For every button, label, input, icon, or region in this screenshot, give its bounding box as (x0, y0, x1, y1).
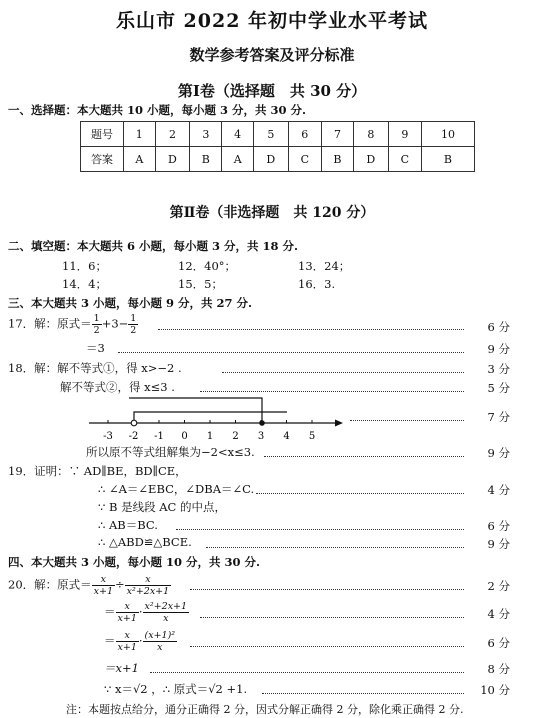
fraction: $\frac{\text{(x+1)²}}{x}$ (144, 630, 176, 653)
q20-line4: ＝x+1 (104, 661, 139, 675)
fill-answer-13: 13．24； (298, 259, 351, 273)
q17-middle: +3− (101, 316, 129, 331)
fraction: $\frac{x}{\text{x²+2x+1}}$ (126, 574, 170, 597)
open-circle-point (131, 420, 137, 426)
part1-title: 第Ⅰ卷（选择题 共 30 分） (177, 82, 367, 100)
q20-line1 (8, 574, 171, 597)
table-cell: 7 (321, 122, 353, 147)
answer-table (80, 121, 475, 172)
solid-point (259, 420, 265, 426)
leader-dots (200, 391, 464, 392)
leader-dots (118, 352, 464, 353)
table-cell: 3 (190, 122, 222, 147)
table-cell: C (388, 147, 421, 172)
table-cell: A (124, 147, 156, 172)
q18-line3: 所以原不等式组解集为−2<x≤3. (86, 445, 255, 459)
range-line-upper (129, 398, 262, 423)
part2-title: 第Ⅱ卷（非选择题 共 120 分） (169, 205, 375, 221)
axis-tick-label: -3 (103, 431, 113, 442)
fraction: $\frac{\text{x²+2x+1}}{x}$ (144, 601, 188, 624)
table-cell: C (288, 147, 321, 172)
section1-heading: 一、选择题：本大题共 10 小题，每小题 3 分，共 30 分. (8, 103, 307, 117)
table-cell: 2 (155, 122, 190, 147)
table-cell: 4 (222, 122, 254, 147)
table-cell: D (354, 147, 389, 172)
score-label: 5 分 (487, 381, 510, 395)
leader-dots (264, 456, 464, 457)
q19-line1: 19．证明：∵ AD∥BE，BD∥CE， (8, 464, 187, 478)
table-row (81, 147, 475, 172)
score-label: 9 分 (487, 537, 510, 551)
leader-dots (206, 547, 464, 548)
table-cell: D (253, 147, 288, 172)
score-label: 9 分 (487, 342, 510, 356)
score-label: 8 分 (487, 662, 510, 676)
fill-answer-15: 15．5； (178, 277, 223, 291)
fraction: $\frac{1}{2}$ (93, 313, 100, 336)
divide-sign: ÷ (115, 577, 125, 592)
table-cell: 8 (354, 122, 389, 147)
section2-heading: 二、填空题：本大题共 6 小题，每小题 3 分，共 18 分. (8, 239, 299, 253)
axis-tick-label: 0 (181, 431, 188, 442)
fill-answer-16: 16．3. (298, 277, 336, 291)
axis-tick-label: 5 (308, 431, 316, 442)
axis-tick-label: 3 (257, 431, 265, 442)
table-cell: 5 (253, 122, 288, 147)
table-cell: 6 (288, 122, 321, 147)
score-label: 6 分 (487, 519, 510, 533)
leader-dots (158, 329, 464, 330)
fill-answer-12: 12．40°； (178, 259, 237, 273)
axis-tick-label: -1 (154, 431, 164, 442)
section3-heading: 三、本大题共 3 小题，每小题 9 分，共 27 分. (8, 296, 253, 310)
score-label: 9 分 (487, 446, 510, 460)
axis-tick-label: 4 (283, 431, 290, 442)
axis-tick-label: 1 (206, 431, 214, 442)
leader-dots (222, 372, 464, 373)
q20-line3: ＝ $\frac{x}{x+1}$ · $\frac{\text{(x+1)²}}{x}$ (104, 630, 176, 653)
row-label-number: 题号 (81, 122, 124, 147)
axis-arrow (335, 420, 343, 427)
leader-dots (176, 529, 464, 530)
score-label: 7 分 (487, 410, 510, 424)
fill-answer-11: 11．6； (62, 259, 107, 273)
score-label: 2 分 (487, 579, 510, 593)
leader-dots (262, 693, 464, 694)
table-cell: 9 (388, 122, 421, 147)
fraction: $\frac{x}{x+1}$ (93, 574, 114, 597)
score-label: 6 分 (487, 636, 510, 650)
leader-dots (200, 617, 464, 618)
leader-dots (256, 493, 464, 494)
fraction: $\frac{1}{2}$ (130, 313, 137, 336)
grading-note: 注：本题按点给分，通分正确得 2 分，因式分解正确得 2 分，除化乘正确得 2 分. (66, 703, 464, 716)
table-cell: 10 (421, 122, 474, 147)
fraction: $\frac{x}{x+1}$ (117, 630, 137, 653)
q18-line2: 解不等式②，得 x≤3 . (60, 380, 175, 394)
score-label: 4 分 (487, 483, 510, 497)
q20-label: 20．解：原式＝ (8, 577, 92, 592)
leader-dots (150, 672, 464, 673)
q19-line5: ∴ △ABD≌△BCE. (98, 535, 192, 549)
table-cell: 1 (124, 122, 156, 147)
score-label: 10 分 (480, 683, 510, 697)
row-label-answer: 答案 (81, 147, 124, 172)
q19-line2: ∴ ∠A＝∠EBC，∠DBA＝∠C. (98, 482, 255, 496)
table-cell: B (190, 147, 222, 172)
leader-dots (350, 420, 464, 421)
leader-dots (190, 589, 464, 590)
table-cell: D (155, 147, 190, 172)
q18-line1: 18．解：解不等式①，得 x>−2 . (8, 361, 182, 375)
table-cell: A (222, 147, 254, 172)
table-cell: B (321, 147, 353, 172)
q17-line1 (8, 313, 138, 336)
score-label: 3 分 (487, 362, 510, 376)
page-subtitle: 数学参考答案及评分标准 (189, 46, 355, 64)
page-title: 乐山市 2022 年初中学业水平考试 (115, 10, 429, 32)
fraction: $\frac{x}{x+1}$ (117, 601, 137, 624)
axis-tick-label: -2 (128, 431, 139, 442)
score-label: 6 分 (487, 320, 510, 334)
q17-line2: ＝3 (86, 341, 105, 355)
q20-line2: ＝ $\frac{x}{x+1}$ · $\frac{\text{x²+2x+1}}{x}$ (104, 601, 188, 624)
fill-answer-14: 14．4； (62, 277, 107, 291)
q17-label: 17．解：原式＝ (8, 316, 92, 331)
q19-line4: ∴ AB＝BC. (98, 518, 158, 532)
table-cell: B (421, 147, 474, 172)
q19-line3: ∵ B 是线段 AC 的中点， (98, 500, 226, 514)
score-label: 4 分 (487, 607, 510, 621)
q20-line5: ∵ x＝√2 ，∴ 原式＝√2 +1. (104, 682, 248, 696)
leader-dots (190, 646, 464, 647)
section4-heading: 四、本大题共 3 小题，每小题 10 分，共 30 分. (8, 555, 261, 569)
axis-tick-label: 2 (232, 431, 239, 442)
table-row (81, 122, 475, 147)
number-line-diagram (85, 394, 345, 446)
